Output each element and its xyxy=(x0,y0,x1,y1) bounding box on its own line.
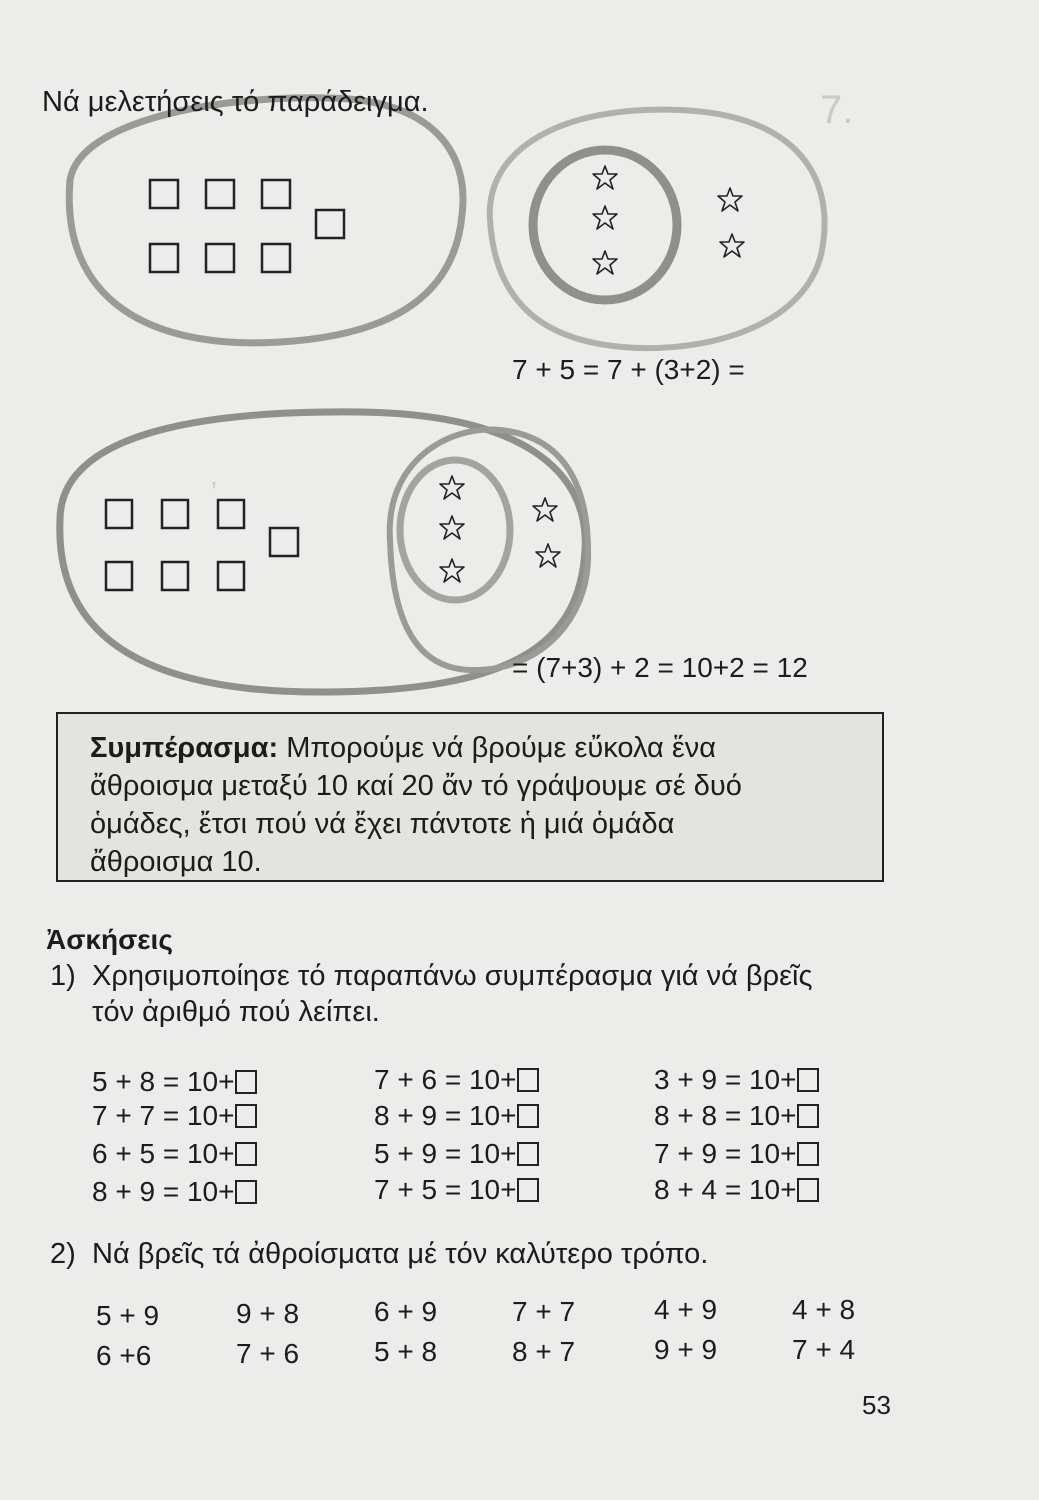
conclusion-box xyxy=(56,712,884,882)
exercise-2-item: 5 + 8 xyxy=(374,1336,438,1367)
answer-box[interactable] xyxy=(797,1142,819,1166)
conclusion-line-3: ὁμάδες, ἔτσι πού νά ἔχει πάντοτε ἡ μιά ὁμάδα xyxy=(90,808,675,840)
exercise-2-item: 7 + 6 xyxy=(236,1338,300,1369)
answer-box[interactable] xyxy=(797,1178,819,1202)
answer-box[interactable] xyxy=(517,1104,539,1128)
exercise-1-instruction-2: τόν ἀριθμό πού λείπει. xyxy=(92,996,380,1028)
exercise-2-item: 4 + 8 xyxy=(792,1294,856,1325)
exercise-1-item: 8 + 4 = 10+ xyxy=(654,1174,797,1205)
top-squares-set xyxy=(69,98,463,343)
exercise-2-item: 7 + 7 xyxy=(512,1296,576,1327)
example-equation-1: 7 + 5 = 7 + (3+2) = xyxy=(512,354,745,385)
exercise-2-item: 7 + 4 xyxy=(792,1334,856,1365)
exercise-1-item: 8 + 9 = 10+ xyxy=(92,1176,235,1207)
page-number: 53 xyxy=(862,1390,891,1420)
exercise-1-item: 7 + 7 = 10+ xyxy=(92,1100,235,1131)
answer-box[interactable] xyxy=(235,1180,257,1204)
example-equation-2: = (7+3) + 2 = 10+2 = 12 xyxy=(512,652,808,683)
exercises-heading: Ἀσκήσεις xyxy=(46,924,173,955)
exercise-1-item: 8 + 9 = 10+ xyxy=(374,1100,517,1131)
exercise-1-item: 3 + 9 = 10+ xyxy=(654,1064,797,1095)
conclusion-line-1: Μπορούμε νά βρούμε εὔκολα ἕνα xyxy=(286,732,717,764)
exercise-2-item: 9 + 8 xyxy=(236,1298,300,1329)
exercise-2-item: 9 + 9 xyxy=(654,1334,718,1365)
intro-text: Νά μελετήσεις τό παράδειγμα. xyxy=(42,86,429,118)
answer-box[interactable] xyxy=(517,1178,539,1202)
exercise-1-item: 5 + 8 = 10+ xyxy=(92,1066,235,1097)
bottom-combined-set xyxy=(60,412,588,692)
conclusion-label: Συμπέρασμα: xyxy=(90,732,279,764)
exercise-2-item: 4 + 9 xyxy=(654,1294,718,1325)
conclusion-line-2: ἄθροισμα μεταξύ 10 καί 20 ἄν τό γράψουμε σέ δυό xyxy=(90,770,742,802)
answer-box[interactable] xyxy=(235,1142,257,1166)
answer-box[interactable] xyxy=(235,1104,257,1128)
exercise-2-item: 6 +6 xyxy=(96,1340,152,1371)
exercise-2-instruction: Νά βρεῖς τά ἀθροίσματα μέ τόν καλύτερο τρόπο. xyxy=(92,1238,709,1270)
exercise-2-number: 2) xyxy=(50,1238,76,1270)
exercise-1-number: 1) xyxy=(50,960,76,992)
exercise-2-item: 6 + 9 xyxy=(374,1296,438,1327)
exercise-1-item: 8 + 8 = 10+ xyxy=(654,1100,797,1131)
exercise-1-item: 5 + 9 = 10+ xyxy=(374,1138,517,1169)
conclusion-line-4: ἄθροισμα 10. xyxy=(90,846,262,878)
answer-box[interactable] xyxy=(517,1142,539,1166)
answer-box[interactable] xyxy=(517,1068,539,1092)
exercise-1-instruction-1: Χρησιμοποίησε τό παραπάνω συμπέρασμα γιά νά βρεῖς xyxy=(92,960,813,992)
exercise-1-item: 6 + 5 = 10+ xyxy=(92,1138,235,1169)
exercise-2-item: 8 + 7 xyxy=(512,1336,576,1367)
exercise-1-item: 7 + 5 = 10+ xyxy=(374,1174,517,1205)
answer-box[interactable] xyxy=(797,1104,819,1128)
exercise-2-item: 5 + 9 xyxy=(96,1300,160,1331)
answer-box[interactable] xyxy=(235,1070,257,1094)
top-stars-set xyxy=(490,110,825,348)
exercise-1-item: 7 + 9 = 10+ xyxy=(654,1138,797,1169)
exercise-1-item: 7 + 6 = 10+ xyxy=(374,1064,517,1095)
answer-box[interactable] xyxy=(797,1068,819,1092)
